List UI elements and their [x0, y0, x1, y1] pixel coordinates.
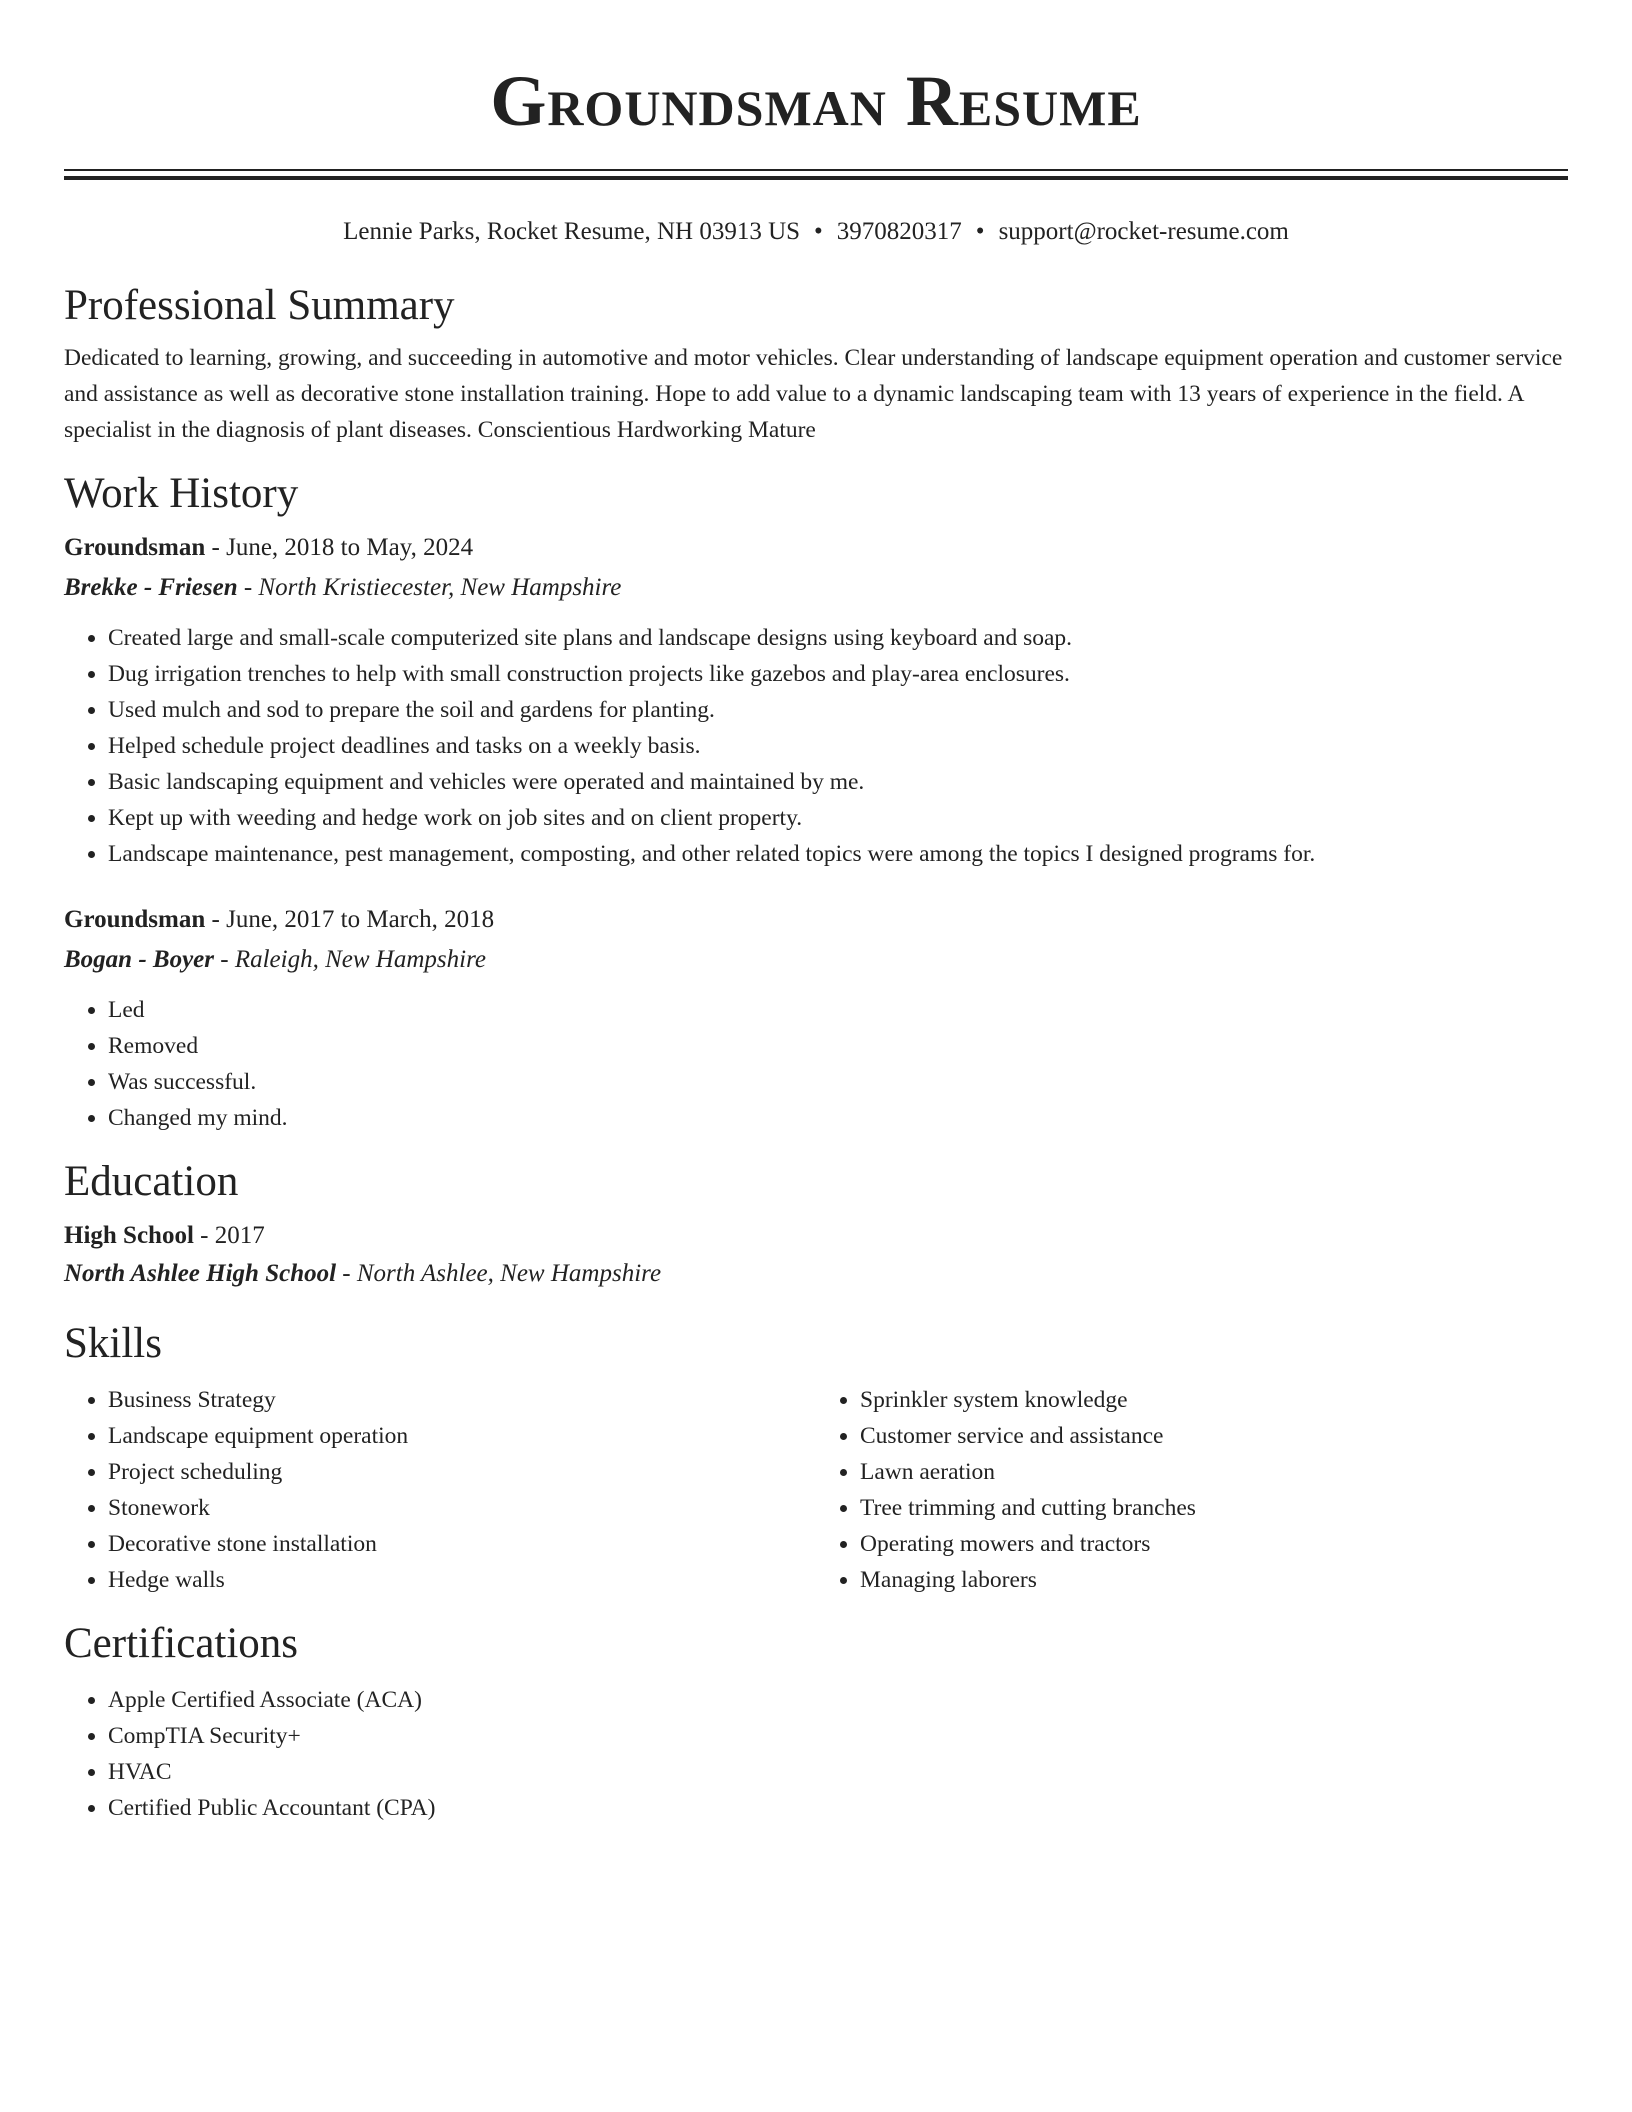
- degree: High School: [64, 1222, 194, 1249]
- job-duties-list: [64, 992, 1568, 1136]
- contact-email: support@rocket-resume.com: [998, 218, 1289, 245]
- graduation-year: - 2017: [193, 1222, 265, 1249]
- school-line: [64, 1256, 1568, 1292]
- list-item: • Dug irrigation trenches to help with small construction projects like gazebos and play-area enclosures.: [108, 656, 1568, 692]
- list-item: • Led: [108, 992, 1568, 1028]
- job-dates: - June, 2017 to March, 2018: [205, 906, 495, 933]
- job-dates: - June, 2018 to May, 2024: [205, 534, 474, 561]
- certification-item: • Certified Public Accountant (CPA): [108, 1790, 1568, 1826]
- school-name: North Ashlee High School: [64, 1260, 337, 1287]
- skills-list-right: [816, 1382, 1568, 1598]
- employer-location: - North Kristiecester, New Hampshire: [237, 574, 622, 601]
- job-title-line: [64, 530, 1568, 566]
- skill-item: • Stonework: [108, 1490, 816, 1526]
- skill-item: • Landscape equipment operation: [108, 1418, 816, 1454]
- skill-item: • Tree trimming and cutting branches: [860, 1490, 1568, 1526]
- list-item: • Landscape maintenance, pest management, composting, and other related topics were among the topics I designed programs for.: [108, 836, 1568, 872]
- work-history-heading: Work History: [64, 470, 299, 517]
- skill-item: • Operating mowers and tractors: [860, 1526, 1568, 1562]
- title-divider: [64, 169, 1568, 180]
- certification-item: • CompTIA Security+: [108, 1718, 1568, 1754]
- skill-item: • Decorative stone installation: [108, 1526, 816, 1562]
- list-item: • Basic landscaping equipment and vehicles were operated and maintained by me.: [108, 764, 1568, 800]
- contact-address: Lennie Parks, Rocket Resume, NH 03913 US: [343, 218, 801, 245]
- contact-line: [64, 216, 1568, 248]
- skill-item: • Sprinkler system knowledge: [860, 1382, 1568, 1418]
- job-duties-list: [64, 620, 1568, 872]
- job-title: Groundsman: [64, 534, 206, 561]
- list-item: • Used mulch and sod to prepare the soil and gardens for planting.: [108, 692, 1568, 728]
- employer-location: - Raleigh, New Hampshire: [214, 946, 486, 973]
- skill-item: • Business Strategy: [108, 1382, 816, 1418]
- employer-name: Brekke - Friesen: [64, 574, 238, 601]
- skill-item: • Hedge walls: [108, 1562, 816, 1598]
- job-title: Groundsman: [64, 906, 206, 933]
- summary-heading: Professional Summary: [64, 282, 455, 329]
- summary-text: Dedicated to learning, growing, and succeeding in automotive and motor vehicles. Clear understanding of landscape equipment operation and customer service and assistance as well as decorative stone installation training. Hope to add value to a dynamic landscaping team with 13 years of experience in the field. A specialist in the diagnosis of plant diseases. Conscientious Hardworking Mature: [64, 345, 1563, 443]
- skills-list-left: [64, 1382, 816, 1598]
- skill-item: • Customer service and assistance: [860, 1418, 1568, 1454]
- list-item: • Kept up with weeding and hedge work on job sites and on client property.: [108, 800, 1568, 836]
- list-item: • Helped schedule project deadlines and tasks on a weekly basis.: [108, 728, 1568, 764]
- certification-item: • Apple Certified Associate (ACA): [108, 1682, 1568, 1718]
- resume-title: Groundsman Resume: [490, 61, 1142, 141]
- list-item: • Created large and small-scale computerized site plans and landscape designs using keyboard and soap.: [108, 620, 1568, 656]
- degree-line: [64, 1218, 1568, 1254]
- employer-name: Bogan - Boyer: [64, 946, 214, 973]
- skills-grid: [64, 1382, 1568, 1598]
- job-entry: [64, 530, 1568, 872]
- skill-item: • Project scheduling: [108, 1454, 816, 1490]
- skills-heading: Skills: [64, 1320, 162, 1367]
- list-item: • Changed my mind.: [108, 1100, 1568, 1136]
- job-entry: [64, 902, 1568, 1136]
- certifications-heading: Certifications: [64, 1620, 299, 1667]
- certification-item: • HVAC: [108, 1754, 1568, 1790]
- contact-separator: •: [975, 218, 985, 245]
- education-heading: Education: [64, 1158, 239, 1205]
- list-item: • Was successful.: [108, 1064, 1568, 1100]
- list-item: • Removed: [108, 1028, 1568, 1064]
- school-location: - North Ashlee, New Hampshire: [336, 1260, 662, 1287]
- job-title-line: [64, 902, 1568, 938]
- employer-line: [64, 942, 1568, 978]
- contact-separator: •: [814, 218, 823, 245]
- employer-line: [64, 570, 1568, 606]
- contact-phone: 3970820317: [836, 218, 962, 245]
- education-entry: [64, 1218, 1568, 1292]
- certifications-list: [64, 1682, 1568, 1826]
- skill-item: • Managing laborers: [860, 1562, 1568, 1598]
- skill-item: • Lawn aeration: [860, 1454, 1568, 1490]
